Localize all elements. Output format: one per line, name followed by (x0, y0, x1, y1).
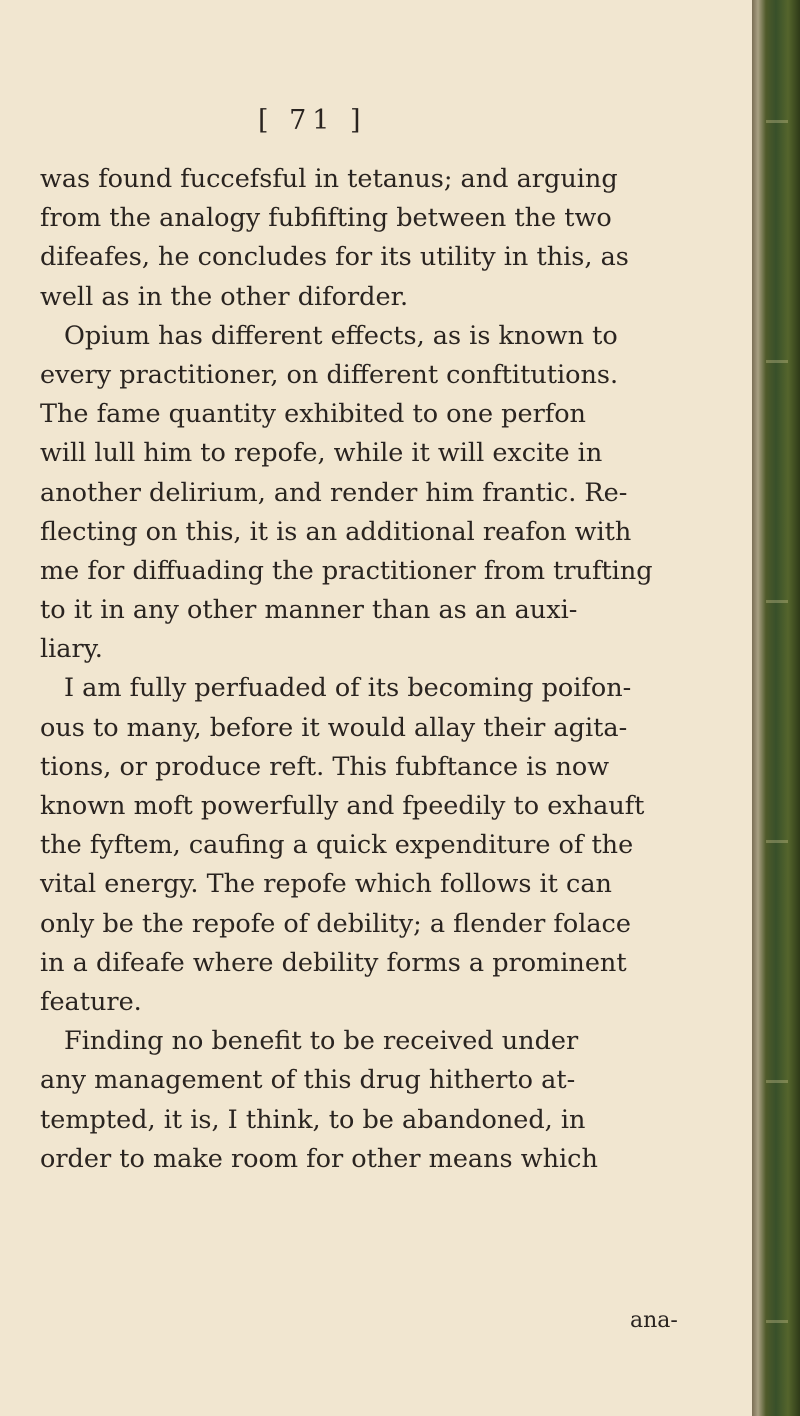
text-line: tempted, it is, I think, to be abandoned, in (40, 1104, 586, 1135)
body-text (40, 160, 730, 1179)
text-line: only be the repofe of debility; a flender folace (40, 908, 631, 939)
text-line: from the analogy fubfifting between the two (40, 203, 612, 234)
text-line: me for diffuading the practitioner from trufting (40, 555, 653, 586)
text-line: another delirium, and render him frantic. Re- (40, 477, 628, 508)
binding-stitch (766, 1320, 788, 1323)
text-line: any management of this drug hitherto at- (40, 1065, 576, 1096)
text-line: Opium has different effects, as is known to (64, 320, 618, 351)
binding-stitch (766, 1080, 788, 1083)
text-line: every practitioner, on different conftitutions. (40, 359, 619, 390)
text-line: ous to many, before it would allay their agita- (40, 712, 628, 743)
text-line: to it in any other manner than as an auxi- (40, 595, 578, 626)
page-number-header: [ 71 ] (258, 105, 367, 136)
text-line: the fyftem, caufing a quick expenditure of the (40, 830, 634, 861)
text-line: known moft powerfully and fpeedily to exhauft (40, 791, 645, 821)
binding-stitch (766, 360, 788, 363)
text-line: was found fuccefsful in tetanus; and arguing (40, 164, 618, 194)
binding-stitch (766, 600, 788, 603)
text-line: Finding no benefit to be received under (64, 1026, 579, 1057)
text-line: The fame quantity exhibited to one perfon (40, 399, 586, 430)
text-line: flecting on this, it is an additional reafon with (40, 516, 632, 547)
binding-stitch (766, 840, 788, 843)
binding-stitch (766, 120, 788, 123)
text-line: I am fully perfuaded of its becoming poifon- (64, 673, 632, 704)
text-line: tions, or produce reft. This fubftance is now (40, 751, 610, 782)
text-line: order to make room for other means which (40, 1143, 598, 1174)
text-line: vital energy. The repofe which follows it can (40, 869, 612, 900)
book-binding-edge (752, 0, 800, 1416)
text-line: well as in the other diforder. (40, 281, 409, 312)
text-line: difeafes, he concludes for its utility in this, as (40, 242, 629, 273)
text-line: in a difeafe where debility forms a prominent (40, 947, 627, 978)
text-line: feature. (40, 986, 142, 1017)
catchword: ana- (630, 1308, 678, 1333)
text-line: liary. (40, 634, 103, 665)
text-line: will lull him to repofe, while it will excite in (40, 438, 603, 469)
